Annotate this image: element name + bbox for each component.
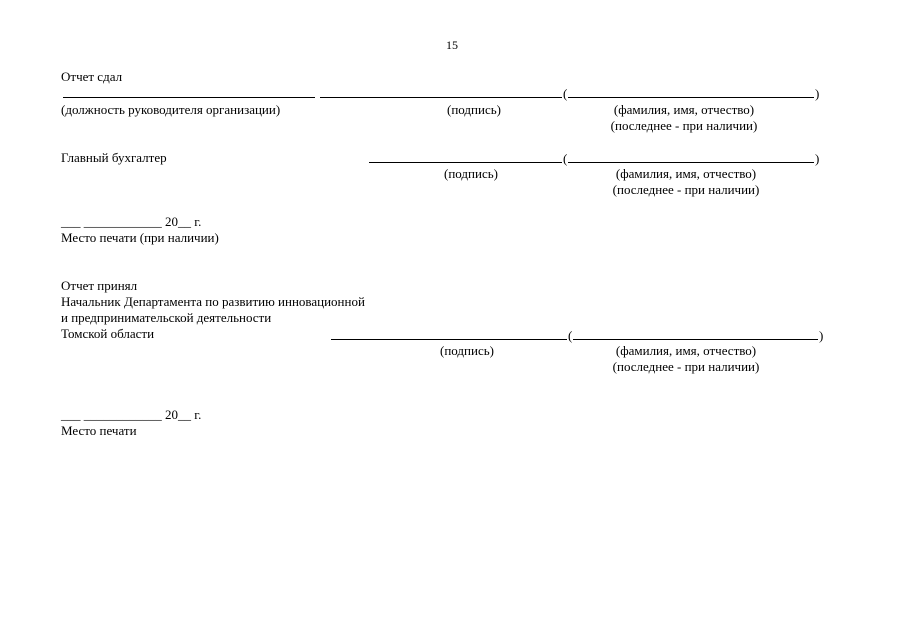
bracket-open: ( — [563, 151, 568, 166]
accountant-name-note: (последнее - при наличии) — [612, 182, 760, 197]
accepted-position-line1: Начальник Департамента по развитию инновационной — [61, 294, 365, 309]
bracket-open: ( — [563, 86, 568, 101]
bracket-close: ) — [815, 86, 820, 101]
position-line — [63, 97, 315, 98]
name-line — [568, 97, 814, 98]
accepted-signature-line — [331, 339, 567, 340]
accountant-name-caption: (фамилия, имя, отчество) — [615, 166, 757, 181]
accepted-position-line2: и предпринимательской деятельности — [61, 310, 272, 325]
signature-line — [320, 97, 562, 98]
accepted-signature-caption: (подпись) — [440, 343, 494, 358]
accepted-name-caption: (фамилия, имя, отчество) — [615, 343, 757, 358]
bracket-close: ) — [819, 328, 824, 343]
accepted-position-line3: Томской области — [61, 326, 155, 341]
bracket-open: ( — [568, 328, 573, 343]
accepted-name-note: (последнее - при наличии) — [612, 359, 760, 374]
accountant-signature-caption: (подпись) — [444, 166, 498, 181]
submitted-heading: Отчет сдал — [61, 69, 123, 84]
page-number: 15 — [446, 38, 458, 52]
date-line: ___ ____________ 20__ г. — [61, 214, 202, 229]
signature-caption: (подпись) — [447, 102, 501, 117]
name-caption: (фамилия, имя, отчество) — [613, 102, 755, 117]
accountant-title: Главный бухгалтер — [61, 150, 167, 165]
accountant-signature-line — [369, 162, 562, 163]
position-caption: (должность руководителя организации) — [61, 102, 281, 117]
date-line: ___ ____________ 20__ г. — [61, 407, 202, 422]
stamp-caption: Место печати (при наличии) — [61, 230, 219, 245]
accepted-heading: Отчет принял — [61, 278, 138, 293]
stamp-caption: Место печати — [61, 423, 137, 438]
bracket-close: ) — [815, 151, 820, 166]
accepted-name-line — [573, 339, 818, 340]
name-note: (последнее - при наличии) — [610, 118, 758, 133]
accountant-name-line — [568, 162, 814, 163]
